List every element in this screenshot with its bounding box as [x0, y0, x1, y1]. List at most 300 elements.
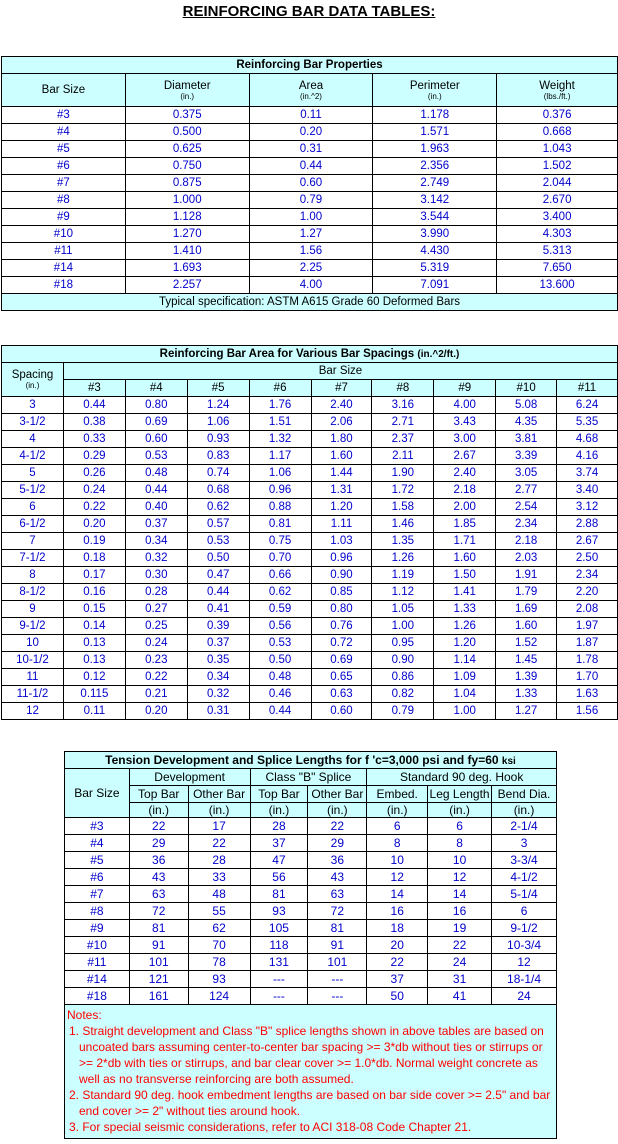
bar-size-header: #8 [372, 380, 434, 397]
area-cell: 1.32 [249, 431, 311, 448]
column-subheader: Other Bar [188, 786, 250, 803]
area-cell: 3.12 [557, 499, 618, 516]
column-header [249, 74, 373, 107]
value-cell: 1.043 [497, 141, 618, 158]
area-cell: 1.69 [496, 601, 557, 618]
length-cell: 14 [428, 886, 492, 903]
table-title-unit: ksi [501, 756, 516, 767]
table-row [2, 158, 618, 175]
value-cell: 3.990 [373, 226, 497, 243]
table-row [65, 903, 557, 920]
area-cell: 0.20 [63, 516, 125, 533]
area-cell: 2.37 [372, 431, 434, 448]
table-row [2, 499, 618, 516]
column-header [125, 74, 249, 107]
note-item [67, 1087, 554, 1119]
value-cell: 0.625 [125, 141, 249, 158]
value-cell: 4.00 [249, 277, 373, 294]
area-cell: 0.60 [125, 431, 187, 448]
area-cell: 1.60 [496, 618, 557, 635]
table-row [2, 482, 618, 499]
bar-size-cell: #18 [2, 277, 126, 294]
area-cell: 0.66 [249, 567, 311, 584]
bar-size-cell: #8 [65, 903, 130, 920]
column-unit: (in.) [428, 803, 492, 818]
unit-row [65, 803, 557, 818]
length-cell: 17 [188, 818, 250, 835]
area-cell: 0.16 [63, 584, 125, 601]
bar-size-cell: #5 [65, 852, 130, 869]
bar-size-cell: #10 [2, 226, 126, 243]
notes-heading: Notes: [67, 1008, 102, 1022]
length-cell: 81 [129, 920, 188, 937]
area-cell: 2.71 [372, 414, 434, 431]
table-row [2, 465, 618, 482]
group-header-hook: Standard 90 deg. Hook [367, 769, 557, 786]
area-cell: 2.00 [434, 499, 496, 516]
area-cell: 0.34 [125, 533, 187, 550]
area-cell: 0.21 [125, 686, 187, 703]
table-title-text: Tension Development and Splice Lengths for f 'c=3,000 psi and fy=60 [105, 753, 499, 767]
length-cell: 8 [367, 835, 428, 852]
value-cell: 0.500 [125, 124, 249, 141]
area-cell: 0.44 [125, 482, 187, 499]
table-row [2, 601, 618, 618]
area-cell: 0.65 [311, 669, 372, 686]
area-cell: 2.40 [434, 465, 496, 482]
spacing-cell: 10 [2, 635, 64, 652]
area-cell: 2.20 [557, 584, 618, 601]
bar-size-header: #4 [125, 380, 187, 397]
header-row [2, 363, 618, 380]
spacing-cell: 6 [2, 499, 64, 516]
group-header-splice: Class "B" Splice [250, 769, 367, 786]
value-cell: 1.410 [125, 243, 249, 260]
value-cell: 1.27 [249, 226, 373, 243]
value-cell: 2.670 [497, 192, 618, 209]
value-cell: 0.44 [249, 158, 373, 175]
note-text: 2. Standard 90 deg. hook embedment lengths are based on bar side cover >= 2.5" and bar end cover >= 2" without ties around hook. [69, 1088, 551, 1118]
note-text: 3. For special seismic considerations, refer to ACI 318-08 Code Chapter 21. [69, 1120, 472, 1134]
area-cell: 3.74 [557, 465, 618, 482]
length-cell: 10 [428, 852, 492, 869]
bar-size-header: #10 [496, 380, 557, 397]
bar-size-cell: #10 [65, 937, 130, 954]
spacing-cell: 4-1/2 [2, 448, 64, 465]
table-row [65, 954, 557, 971]
bar-size-cell: #4 [65, 835, 130, 852]
table-row [2, 414, 618, 431]
area-cell: 2.06 [311, 414, 372, 431]
length-cell: 43 [129, 869, 188, 886]
value-cell: 0.60 [249, 175, 373, 192]
area-cell: 1.90 [372, 465, 434, 482]
length-cell: 131 [250, 954, 308, 971]
area-cell: 0.39 [187, 618, 249, 635]
length-cell: 121 [129, 971, 188, 988]
area-cell: 0.70 [249, 550, 311, 567]
area-cell: 0.30 [125, 567, 187, 584]
value-cell: 0.875 [125, 175, 249, 192]
length-cell: 33 [188, 869, 250, 886]
area-cell: 0.44 [187, 584, 249, 601]
column-subheader: Top Bar [129, 786, 188, 803]
area-cell: 5.08 [496, 397, 557, 414]
area-cell: 0.90 [372, 652, 434, 669]
column-header-label: Diameter [163, 79, 211, 92]
area-cell: 0.79 [372, 703, 434, 720]
value-cell: 1.56 [249, 243, 373, 260]
length-cell: --- [308, 988, 367, 1005]
length-cell: 37 [250, 835, 308, 852]
length-cell: 124 [188, 988, 250, 1005]
column-subheader: Embed. [367, 786, 428, 803]
bar-size-cell: #14 [2, 260, 126, 277]
length-cell: 28 [188, 852, 250, 869]
area-cell: 0.41 [187, 601, 249, 618]
area-cell: 1.33 [434, 601, 496, 618]
area-cell: 2.67 [557, 533, 618, 550]
area-cell: 1.26 [372, 550, 434, 567]
group-header-development: Development [129, 769, 250, 786]
area-cell: 0.75 [249, 533, 311, 550]
column-unit: (in.) [250, 803, 308, 818]
area-cell: 4.16 [557, 448, 618, 465]
length-cell: 6 [492, 903, 557, 920]
value-cell: 0.750 [125, 158, 249, 175]
column-header [497, 74, 618, 107]
length-cell: 118 [250, 937, 308, 954]
area-cell: 4.00 [434, 397, 496, 414]
area-cell: 3.16 [372, 397, 434, 414]
table-row [2, 686, 618, 703]
area-cell: 0.25 [125, 618, 187, 635]
area-cell: 1.05 [372, 601, 434, 618]
area-cell: 0.19 [63, 533, 125, 550]
area-cell: 0.32 [187, 686, 249, 703]
tension-development-table [64, 751, 557, 1139]
area-cell: 1.70 [557, 669, 618, 686]
area-cell: 0.13 [63, 652, 125, 669]
table-row [2, 584, 618, 601]
length-cell: 91 [129, 937, 188, 954]
spacing-header [2, 363, 64, 397]
area-cell: 0.15 [63, 601, 125, 618]
length-cell: 56 [250, 869, 308, 886]
note-item [67, 1023, 554, 1087]
bar-size-cell: #11 [65, 954, 130, 971]
area-cell: 1.44 [311, 465, 372, 482]
column-header-label: Bar Size [41, 84, 86, 96]
column-subheader: Bend Dia. [492, 786, 557, 803]
area-cell: 1.19 [372, 567, 434, 584]
value-cell: 2.25 [249, 260, 373, 277]
table-row [2, 533, 618, 550]
length-cell: 55 [188, 903, 250, 920]
area-cell: 0.31 [187, 703, 249, 720]
bar-size-header: #6 [249, 380, 311, 397]
length-cell: 22 [308, 818, 367, 835]
spacing-cell: 11 [2, 669, 64, 686]
spacing-cell: 7-1/2 [2, 550, 64, 567]
area-cell: 2.88 [557, 516, 618, 533]
area-cell: 0.28 [125, 584, 187, 601]
value-cell: 0.11 [249, 107, 373, 124]
spacing-header-label: Spacing [11, 369, 54, 381]
area-cell: 0.62 [187, 499, 249, 516]
area-cell: 1.63 [557, 686, 618, 703]
area-cell: 0.48 [125, 465, 187, 482]
area-cell: 0.32 [125, 550, 187, 567]
notes-cell [65, 1005, 557, 1139]
area-cell: 1.17 [249, 448, 311, 465]
table-row [65, 835, 557, 852]
table-row [2, 516, 618, 533]
table-row [2, 635, 618, 652]
spacing-cell: 3-1/2 [2, 414, 64, 431]
area-cell: 1.00 [372, 618, 434, 635]
area-cell: 0.53 [125, 448, 187, 465]
value-cell: 0.668 [497, 124, 618, 141]
column-header-label: Weight [539, 79, 575, 92]
area-cell: 0.44 [63, 397, 125, 414]
area-cell: 0.96 [311, 550, 372, 567]
area-cell: 0.93 [187, 431, 249, 448]
value-cell: 2.749 [373, 175, 497, 192]
value-cell: 5.319 [373, 260, 497, 277]
value-cell: 0.375 [125, 107, 249, 124]
value-cell: 1.270 [125, 226, 249, 243]
spacing-cell: 4 [2, 431, 64, 448]
length-cell: 29 [308, 835, 367, 852]
area-cell: 1.51 [249, 414, 311, 431]
area-cell: 0.24 [125, 635, 187, 652]
length-cell: 29 [129, 835, 188, 852]
bar-size-cell: #3 [2, 107, 126, 124]
length-cell: 105 [250, 920, 308, 937]
length-cell: 63 [129, 886, 188, 903]
column-unit: (in.) [492, 803, 557, 818]
table-title-unit: (in.^2/ft.) [417, 349, 460, 360]
length-cell: 70 [188, 937, 250, 954]
length-cell: 36 [308, 852, 367, 869]
length-cell: 91 [308, 937, 367, 954]
table-row [2, 703, 618, 720]
value-cell: 13.600 [497, 277, 618, 294]
table-row [2, 618, 618, 635]
length-cell: 2-1/4 [492, 818, 557, 835]
area-cell: 2.77 [496, 482, 557, 499]
area-cell: 2.03 [496, 550, 557, 567]
area-cell: 0.81 [249, 516, 311, 533]
length-cell: 22 [367, 954, 428, 971]
area-cell: 2.67 [434, 448, 496, 465]
area-cell: 0.37 [125, 516, 187, 533]
table-row [65, 886, 557, 903]
area-cell: 0.95 [372, 635, 434, 652]
bar-size-cell: #6 [65, 869, 130, 886]
area-cell: 0.17 [63, 567, 125, 584]
length-cell: 41 [428, 988, 492, 1005]
area-cell: 0.50 [187, 550, 249, 567]
area-cell: 3.43 [434, 414, 496, 431]
column-subheader: Leg Length [429, 787, 490, 801]
area-cell: 0.56 [249, 618, 311, 635]
length-cell: 16 [367, 903, 428, 920]
column-header-unit: (in.) [180, 91, 195, 101]
area-cell: 0.26 [63, 465, 125, 482]
table-row [2, 141, 618, 158]
bar-spacing-area-table [1, 345, 618, 720]
table-row [2, 669, 618, 686]
spacing-cell: 9-1/2 [2, 618, 64, 635]
table-title-text: Reinforcing Bar Area for Various Bar Spacings [159, 348, 415, 360]
spacing-cell: 9 [2, 601, 64, 618]
length-cell: 37 [367, 971, 428, 988]
length-cell: 6 [428, 818, 492, 835]
area-cell: 3.40 [557, 482, 618, 499]
area-cell: 0.22 [125, 669, 187, 686]
value-cell: 1.000 [125, 192, 249, 209]
spacing-cell: 8 [2, 567, 64, 584]
area-cell: 0.85 [311, 584, 372, 601]
area-cell: 0.37 [187, 635, 249, 652]
length-cell: --- [250, 971, 308, 988]
value-cell: 2.257 [125, 277, 249, 294]
length-cell: 12 [492, 954, 557, 971]
length-cell: 18 [367, 920, 428, 937]
column-subheader: Other Bar [308, 786, 367, 803]
area-cell: 1.20 [434, 635, 496, 652]
area-cell: 1.60 [434, 550, 496, 567]
area-cell: 0.50 [249, 652, 311, 669]
area-cell: 0.63 [311, 686, 372, 703]
bar-size-header: #3 [63, 380, 125, 397]
area-cell: 1.71 [434, 533, 496, 550]
table-title [65, 752, 557, 769]
area-cell: 2.40 [311, 397, 372, 414]
area-cell: 1.33 [496, 686, 557, 703]
area-cell: 0.13 [63, 635, 125, 652]
area-cell: 0.90 [311, 567, 372, 584]
area-cell: 1.41 [434, 584, 496, 601]
bar-size-header: Bar Size [65, 769, 130, 818]
column-header [373, 74, 497, 107]
table-row [2, 550, 618, 567]
value-cell: 3.544 [373, 209, 497, 226]
table-row [2, 567, 618, 584]
area-cell: 1.26 [434, 618, 496, 635]
area-cell: 0.46 [249, 686, 311, 703]
table-title-row [2, 346, 618, 363]
area-cell: 1.20 [311, 499, 372, 516]
area-cell: 0.53 [249, 635, 311, 652]
area-cell: 1.91 [496, 567, 557, 584]
area-cell: 0.86 [372, 669, 434, 686]
area-cell: 0.23 [125, 652, 187, 669]
area-cell: 0.33 [63, 431, 125, 448]
bar-header-row [2, 380, 618, 397]
value-cell: 1.00 [249, 209, 373, 226]
area-cell: 0.14 [63, 618, 125, 635]
table-row [65, 869, 557, 886]
spacing-cell: 11-1/2 [2, 686, 64, 703]
bar-size-header: #11 [557, 380, 618, 397]
length-cell: 12 [367, 869, 428, 886]
area-cell: 0.96 [249, 482, 311, 499]
value-cell: 0.79 [249, 192, 373, 209]
table-row [2, 431, 618, 448]
area-cell: 0.44 [249, 703, 311, 720]
length-cell: 101 [129, 954, 188, 971]
column-header-label: Area [298, 79, 324, 92]
length-cell: 50 [367, 988, 428, 1005]
table-row [65, 852, 557, 869]
area-cell: 0.60 [311, 703, 372, 720]
area-cell: 1.78 [557, 652, 618, 669]
length-cell: 9-1/2 [492, 920, 557, 937]
area-cell: 1.85 [434, 516, 496, 533]
area-cell: 0.62 [249, 584, 311, 601]
bar-properties-body [2, 57, 618, 311]
area-cell: 1.45 [496, 652, 557, 669]
specification-note: Typical specification: ASTM A615 Grade 60 Deformed Bars [2, 294, 618, 311]
page-title: REINFORCING BAR DATA TABLES: [182, 3, 436, 20]
length-cell: 24 [428, 954, 492, 971]
table-row [2, 192, 618, 209]
area-cell: 0.80 [125, 397, 187, 414]
area-cell: 0.29 [63, 448, 125, 465]
table-row [2, 260, 618, 277]
length-cell: 72 [308, 903, 367, 920]
column-header-unit: (lbs./ft.) [543, 91, 571, 101]
value-cell: 0.20 [249, 124, 373, 141]
area-cell: 1.46 [372, 516, 434, 533]
area-cell: 1.11 [311, 516, 372, 533]
bar-size-group-header: Bar Size [63, 363, 617, 380]
value-cell: 4.303 [497, 226, 618, 243]
area-cell: 0.76 [311, 618, 372, 635]
area-cell: 0.57 [187, 516, 249, 533]
table-row [65, 988, 557, 1005]
table-row [65, 937, 557, 954]
bar-size-cell: #5 [2, 141, 126, 158]
spacing-cell: 5 [2, 465, 64, 482]
area-cell: 2.18 [434, 482, 496, 499]
length-cell: 81 [308, 920, 367, 937]
table-title-row [65, 752, 557, 769]
area-cell: 1.79 [496, 584, 557, 601]
table-row [2, 226, 618, 243]
value-cell: 1.502 [497, 158, 618, 175]
area-cell: 1.72 [372, 482, 434, 499]
table-row [2, 448, 618, 465]
bar-size-cell: #18 [65, 988, 130, 1005]
area-cell: 4.68 [557, 431, 618, 448]
area-cell: 1.60 [311, 448, 372, 465]
length-cell: 8 [428, 835, 492, 852]
area-cell: 1.09 [434, 669, 496, 686]
area-cell: 1.31 [311, 482, 372, 499]
area-cell: 1.03 [311, 533, 372, 550]
bar-spacing-area-body [2, 346, 618, 720]
value-cell: 1.128 [125, 209, 249, 226]
area-cell: 2.34 [557, 567, 618, 584]
length-cell: 28 [250, 818, 308, 835]
table-row [2, 243, 618, 260]
note-text: 1. Straight development and Class "B" splice lengths shown in above tables are based on uncoated bars assuming center-to-center bar spacing >= 3*db without ties or stirrups or >= 2*db with ties or stirrups, and bar clear cover >= 1.0*db. Normal weight concrete as well as no transverse reinforcing are both assumed. [69, 1024, 544, 1086]
note-item [67, 1119, 554, 1135]
